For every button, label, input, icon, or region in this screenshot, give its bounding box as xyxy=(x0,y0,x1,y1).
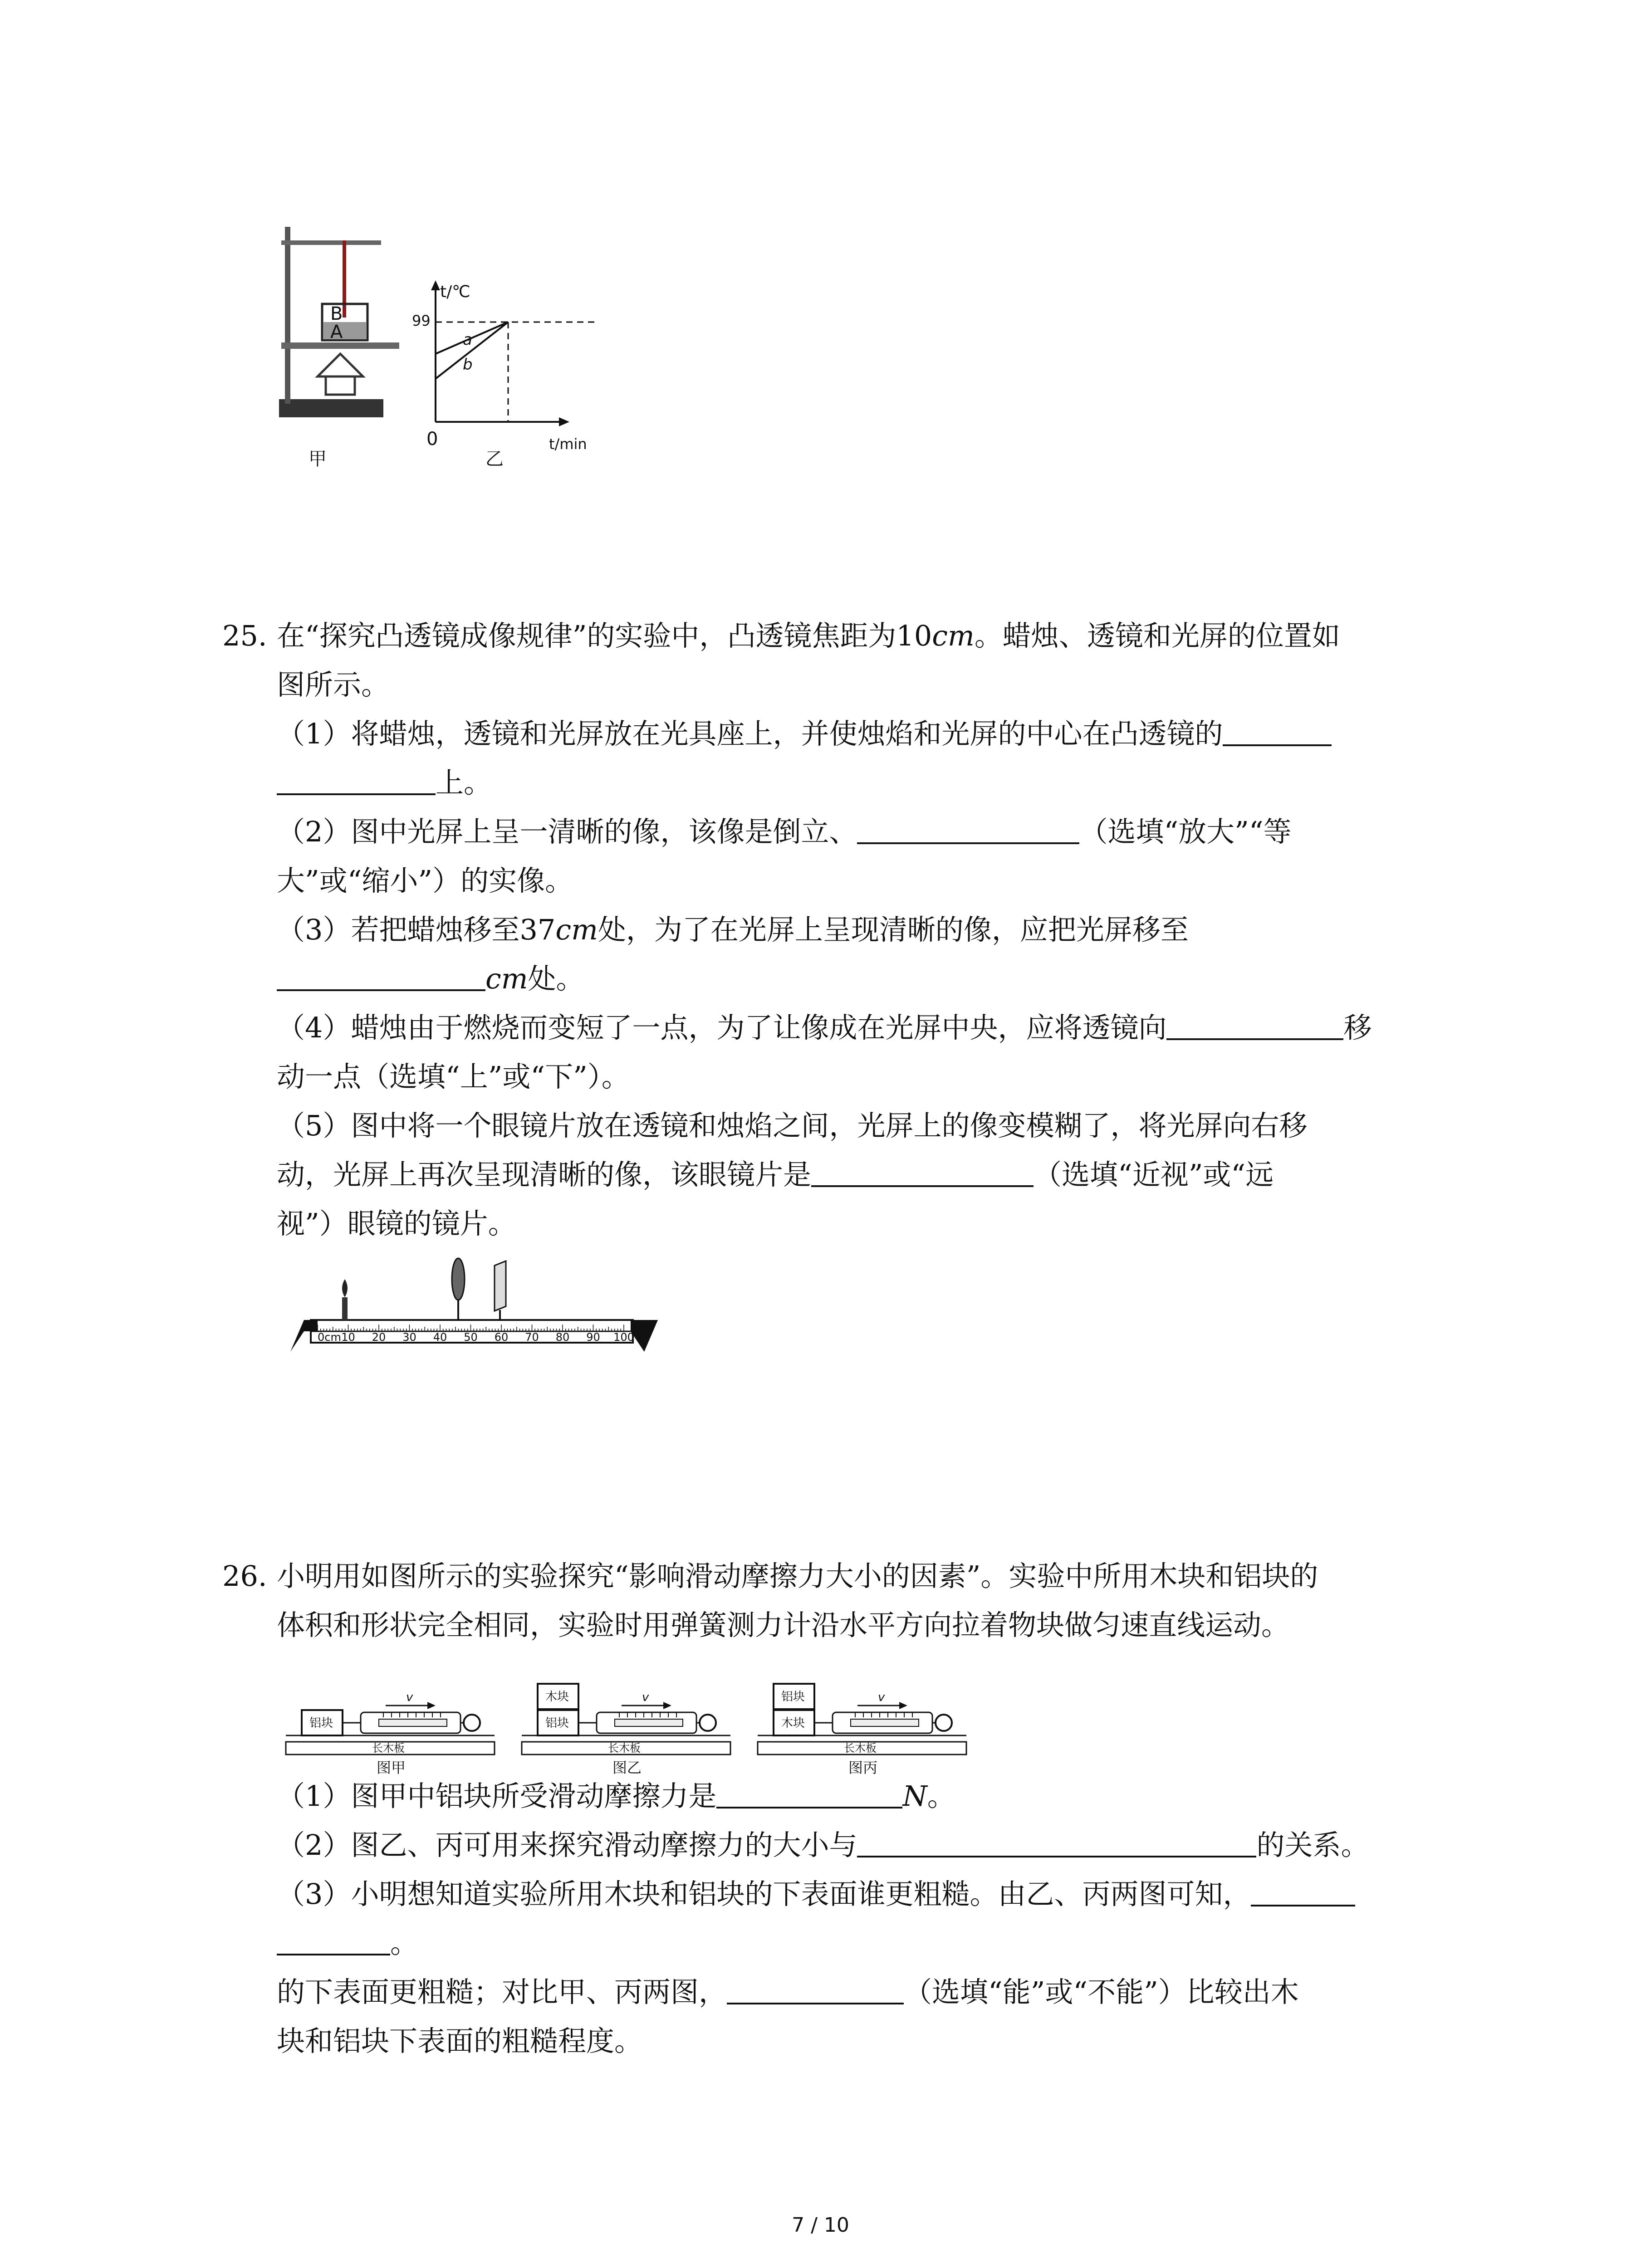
q25-number: 25. xyxy=(222,619,267,652)
label-a: A xyxy=(330,322,343,342)
q25-part4-cont: 动一点（选填“上”或“下”）。 xyxy=(277,1060,630,1093)
x-axis-label: t/min xyxy=(549,435,587,453)
bench-tick-label: 100 xyxy=(613,1331,634,1344)
lens-icon xyxy=(452,1258,465,1300)
y-axis-label: t/℃ xyxy=(440,283,470,301)
bench-tick-label: 50 xyxy=(464,1331,478,1344)
q25-part4: （4）蜡烛由于燃烧而变短了一点，为了让像成在光屏中央，应将透镜向 移 xyxy=(277,1011,1372,1044)
pull-ring-icon xyxy=(936,1715,952,1731)
figure-temperature-graph xyxy=(412,277,608,472)
bench-tick-labels xyxy=(318,1331,634,1344)
q26-blank-3b[interactable] xyxy=(277,1926,390,1955)
figure-caption: 图丙 xyxy=(848,1759,878,1776)
friction-figures xyxy=(281,1656,998,1778)
line-a-label: a xyxy=(463,331,472,349)
friction-figure xyxy=(281,1656,508,1780)
bench-tick-label: 80 xyxy=(555,1331,570,1344)
q26-part3-cont: 。 xyxy=(277,1921,418,1966)
optical-bench-drawing xyxy=(286,1252,662,1361)
bench-tick-label: 10 xyxy=(341,1331,355,1344)
bench-tick-label: 60 xyxy=(494,1331,509,1344)
q25-part1-cont: 上。 xyxy=(277,760,492,806)
q25-part5-end: 视”）眼镜的镜片。 xyxy=(277,1207,516,1240)
temperature-graph xyxy=(412,277,608,426)
bench-tick-label: 70 xyxy=(525,1331,539,1344)
q25-blank-1a[interactable] xyxy=(1223,716,1332,746)
friction-figure-drawing xyxy=(753,1656,980,1778)
arrowhead xyxy=(663,1702,671,1709)
label-b: B xyxy=(330,303,343,324)
bottom-block-label: 铝块 xyxy=(545,1716,569,1730)
velocity-label: v xyxy=(878,1691,885,1704)
candle-flame-icon xyxy=(342,1279,348,1297)
q25-part5-cont: 动，光屏上再次呈现清晰的像，该眼镜片是 （选填“近视”或“远 xyxy=(277,1158,1274,1191)
q25-blank-4[interactable] xyxy=(1166,1010,1343,1040)
q26-part3-line4: 块和铝块下表面的粗糙程度。 xyxy=(277,2024,643,2058)
pull-ring-icon xyxy=(464,1715,480,1731)
scale-slot xyxy=(379,1719,447,1726)
bench-tick-label: 0cm xyxy=(318,1331,341,1344)
q25-stem-line2: 图所示。 xyxy=(277,668,390,701)
top-block-label: 木块 xyxy=(545,1690,569,1704)
q26-part2: （2）图乙、丙可用来探究滑动摩擦力的大小与 的关系。 xyxy=(277,1828,1369,1862)
q25-part2-cont: 大”或“缩小”）的实像。 xyxy=(277,864,573,897)
y-tick-99: 99 xyxy=(412,312,431,329)
q26-blank-3a[interactable] xyxy=(1251,1877,1355,1906)
caption-jia: 甲 xyxy=(309,449,327,469)
q25-part1: （1）将蜡烛，透镜和光屏放在光具座上，并使烛焰和光屏的中心在凸透镜的 xyxy=(277,711,1332,757)
q25-part2: （2）图中光屏上呈一清晰的像，该像是倒立、 （选填“放大”“等 xyxy=(277,815,1292,848)
friction-figure-drawing xyxy=(281,1656,508,1778)
friction-figure xyxy=(753,1656,980,1780)
q25-part3: （3）若把蜡烛移至37cm处，为了在光屏上呈现清晰的像，应把光屏移至 xyxy=(277,913,1189,946)
q25-part5: （5）图中将一个眼镜片放在透镜和烛焰之间，光屏上的像变模糊了，将光屏向右移 xyxy=(277,1109,1308,1142)
scale-slot xyxy=(615,1719,683,1726)
friction-figure xyxy=(517,1656,744,1780)
scale-slot xyxy=(851,1719,919,1726)
q26-stem-line2: 体积和形状完全相同，实验时用弹簧测力计沿水平方向拉着物块做匀速直线运动。 xyxy=(277,1608,1290,1642)
q25-part3-cont: cm处。 xyxy=(277,956,584,1002)
board-label: 长木板 xyxy=(844,1742,877,1755)
arrowhead xyxy=(899,1702,907,1709)
bench-tick-label: 90 xyxy=(586,1331,600,1344)
figure-caption: 图乙 xyxy=(612,1759,642,1776)
bench-tick-marks xyxy=(318,1325,624,1331)
figure-heating-apparatus xyxy=(272,227,408,472)
bench-tick-label: 40 xyxy=(433,1331,447,1344)
q26-part3: （3）小明想知道实验所用木块和铝块的下表面谁更粗糙。由乙、丙两图可知， xyxy=(277,1872,1355,1917)
q25-blank-1b[interactable] xyxy=(277,765,436,795)
q26-blank-3c[interactable] xyxy=(727,1975,904,2004)
candle-icon xyxy=(342,1297,348,1320)
q25-blank-5[interactable] xyxy=(811,1157,1034,1187)
q25-blank-2[interactable] xyxy=(857,814,1079,844)
pull-ring-icon xyxy=(700,1715,716,1731)
screen-icon xyxy=(495,1261,506,1311)
line-b-label: b xyxy=(463,356,473,374)
q25-blank-3[interactable] xyxy=(277,961,485,991)
q26-part1: （1）图甲中铝块所受滑动摩擦力是 N。 xyxy=(277,1779,955,1813)
board-label: 长木板 xyxy=(372,1742,405,1755)
board-label: 长木板 xyxy=(608,1742,641,1755)
q26-stem-line1: 小明用如图所示的实验探究“影响滑动摩擦力大小的因素”。实验中所用木块和铝块的 xyxy=(277,1559,1318,1593)
arrowhead xyxy=(427,1702,436,1709)
top-block-label: 铝块 xyxy=(781,1690,805,1704)
figure-optical-bench xyxy=(286,1252,662,1361)
figure-caption: 图甲 xyxy=(377,1759,406,1776)
q26-number: 26. xyxy=(222,1559,267,1593)
origin-label: 0 xyxy=(426,429,438,450)
q26-part3-line3: 的下表面更粗糙；对比甲、丙两图， （选填“能”或“不能”）比较出木 xyxy=(277,1975,1299,2009)
bench-tick-label: 30 xyxy=(402,1331,416,1344)
bottom-block-label: 铝块 xyxy=(309,1716,333,1730)
caption-yi: 乙 xyxy=(485,449,504,469)
heating-apparatus-drawing xyxy=(272,227,408,472)
page-number: 7 / 10 xyxy=(792,2214,849,2237)
bottom-block-label: 木块 xyxy=(781,1716,805,1730)
velocity-label: v xyxy=(642,1691,649,1704)
velocity-label: v xyxy=(406,1691,413,1704)
bench-tick-label: 20 xyxy=(372,1331,386,1344)
q26-blank-2[interactable] xyxy=(857,1828,1256,1857)
q25-stem-line1: 在“探究凸透镜成像规律”的实验中，凸透镜焦距为10cm。蜡烛、透镜和光屏的位置如 xyxy=(277,619,1340,652)
q26-blank-1[interactable] xyxy=(716,1779,902,1809)
friction-figure-drawing xyxy=(517,1656,744,1778)
